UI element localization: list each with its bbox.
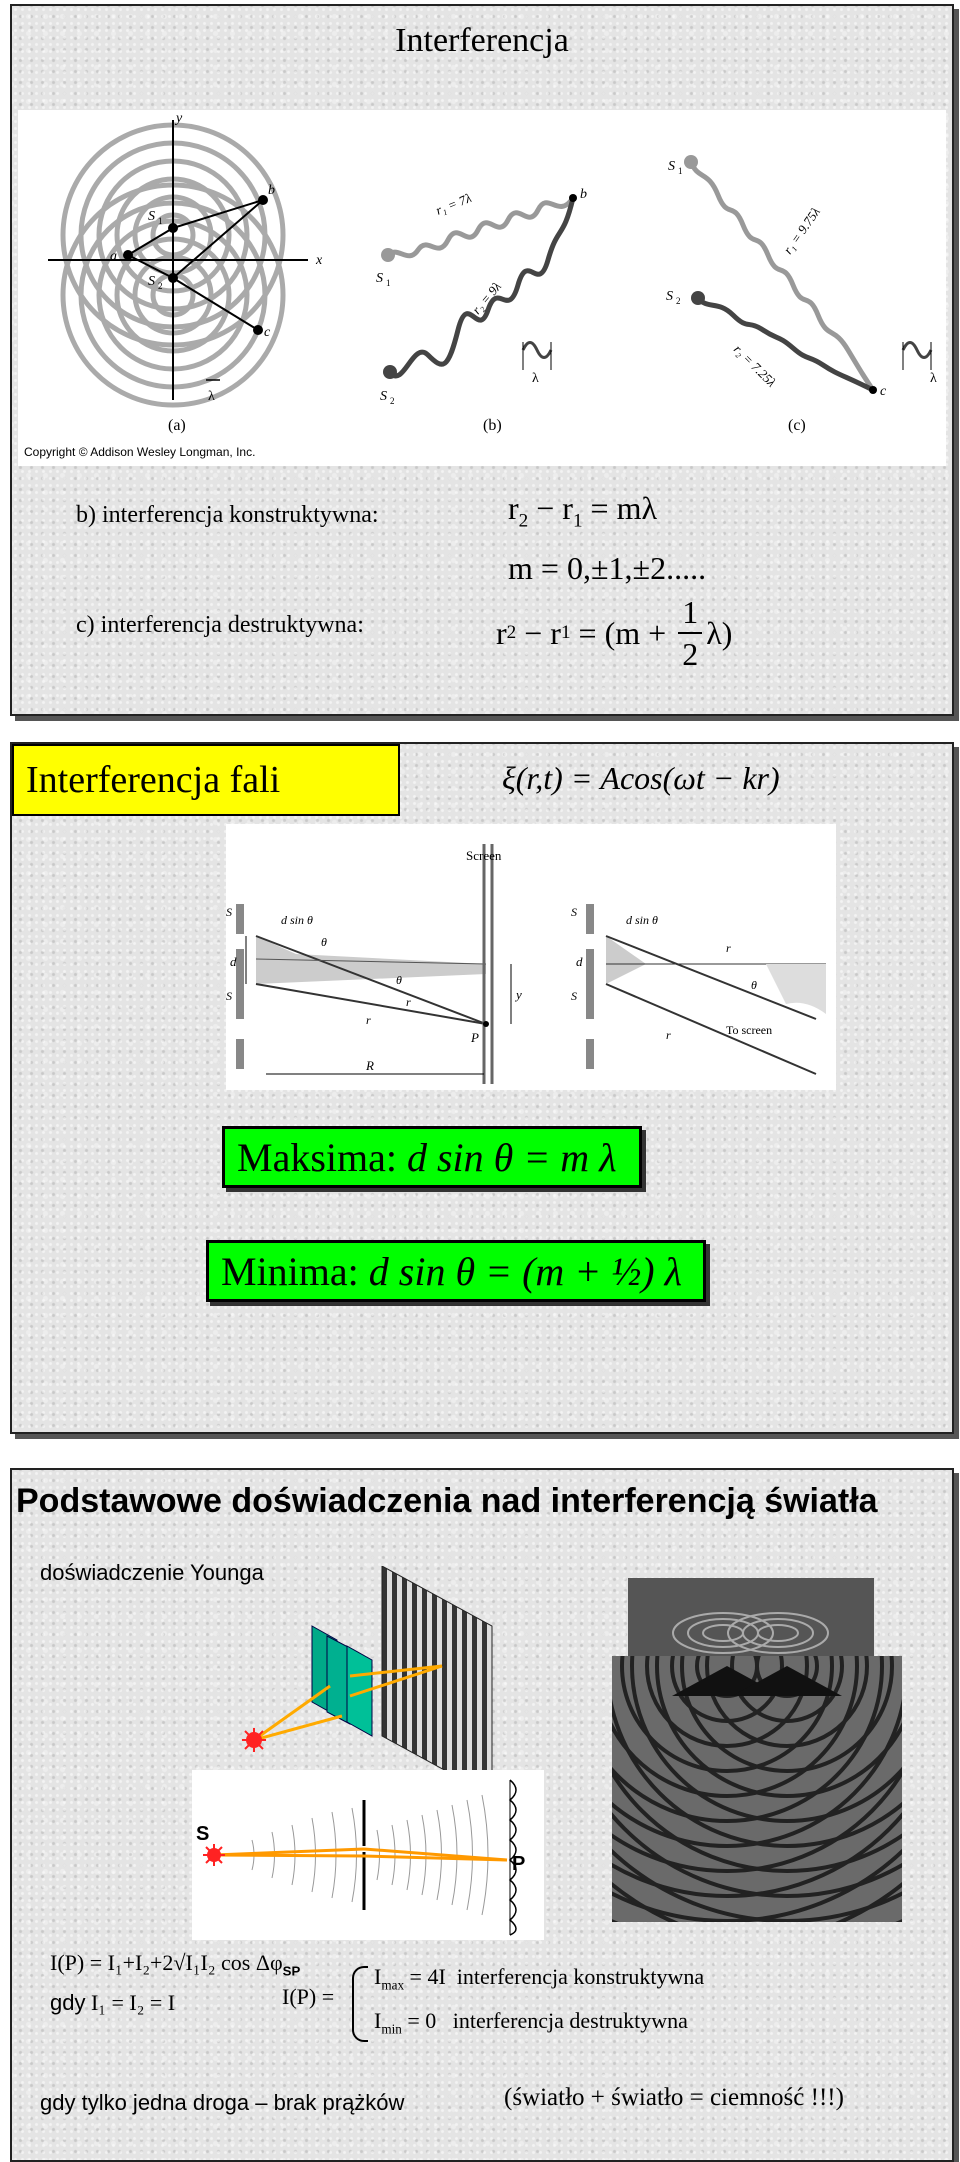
fig-y: y (516, 987, 522, 1002)
slide-podstawowe-doswiadczenia (10, 1468, 954, 2162)
destructive-equation (496, 596, 732, 670)
fraction-denominator: 2 (682, 636, 699, 672)
fig-r2-left: r (406, 995, 411, 1009)
condition-line (50, 1990, 175, 2016)
fig-a-x: x (316, 253, 323, 268)
minima-formula: d sin θ = (m + ½) λ (368, 1248, 682, 1294)
fig-b-s1-sub: 1 (386, 278, 391, 288)
destructive-fraction (678, 596, 702, 670)
imin-line (374, 2008, 688, 2037)
maxima-formula: d sin θ = m λ (406, 1134, 617, 1180)
constructive-equation (508, 490, 657, 532)
fig-screen: Screen (466, 848, 502, 863)
constructive-r2-sub: 2 (518, 510, 529, 532)
imin-symbol: I (374, 2008, 382, 2033)
constructive-mid: − r (528, 490, 573, 526)
imax-line (374, 1964, 704, 1993)
destructive-label: c) interferencja destruktywna: (76, 612, 364, 638)
fig-b-r2: r₂ = 9λ (468, 278, 505, 317)
destructive-r2: r (496, 614, 507, 651)
constructive-r2: r (508, 490, 519, 526)
imin-sub: min (381, 2021, 402, 2037)
fig-b-s2: S (380, 389, 387, 404)
fig-r-distance: R (366, 1058, 374, 1073)
fig-r2-right: r (726, 941, 731, 955)
intensity-eq-sub: SP (282, 1963, 301, 1979)
intensity-equation (50, 1950, 300, 1978)
interference-figure (18, 110, 946, 466)
fig-s1-right: S (571, 989, 577, 1003)
fig-d-left: d (230, 954, 237, 969)
fig-a-s1: S (148, 209, 155, 224)
fig-a-label: (a) (168, 417, 186, 434)
imax-symbol: I (374, 1964, 382, 1989)
double-slit-figure (226, 824, 836, 1090)
maxima-word: Maksima: (237, 1134, 397, 1180)
destructive-close: λ) (706, 614, 733, 651)
light-source-icon (242, 1728, 266, 1752)
destructive-open: = (m + (570, 614, 675, 651)
imin-text: interferencja destruktywna (452, 2008, 688, 2033)
intensity-eq-main: I(P) = I₁+I₂+2√I₁I₂ cos Δφ (50, 1950, 283, 1975)
ripple-photo-interference (612, 1656, 902, 1922)
minima-box (206, 1240, 706, 1302)
fig-c-c: c (880, 384, 887, 399)
slide-interferencja-fali (10, 742, 954, 1434)
m-values: m = 0,±1,±2..... (508, 550, 707, 586)
fig-c-lambda: λ (930, 371, 937, 386)
source-star-icon (203, 1844, 225, 1866)
fig-b-s1: S (376, 271, 383, 286)
fig-dsin-left: d sin θ (281, 913, 313, 927)
fig-c-r2: r₂ = 7.25λ (730, 341, 780, 390)
fig-a-lambda: λ (208, 389, 215, 404)
imax-text: interferencja konstruktywna (456, 1964, 705, 1989)
light-note: (światło + światło = ciemność !!!) (504, 2084, 844, 2111)
young-label: doświadczenie Younga (40, 1560, 264, 1585)
fig-b-b: b (580, 187, 587, 202)
fig-a-b: b (268, 183, 275, 198)
fig-s2-left: S (226, 905, 232, 919)
fig-b-lambda: λ (532, 371, 539, 386)
fig-s1-left: S (226, 989, 232, 1003)
fig-b-r1: r₁ = 7λ (433, 190, 474, 218)
imax-val: = 4I (404, 1964, 446, 1989)
fig-c-s1: S (668, 159, 675, 174)
destructive-mid: − r (516, 614, 561, 651)
slide-interferencja (10, 4, 954, 716)
destructive-r1-sub: 1 (560, 622, 571, 643)
fig-a-c: c (264, 325, 271, 340)
condition-prefix: gdy (50, 1990, 86, 2015)
single-path-note: gdy tylko jedna droga – brak prążków (40, 2090, 405, 2115)
slide-title: Interferencja fali (12, 744, 400, 816)
fig-dsin-right: d sin θ (626, 913, 658, 927)
fig-r1-left: r (366, 1013, 371, 1027)
fig-a-a: a (110, 249, 117, 264)
ripple-interference-svg (612, 1656, 902, 1922)
ip-label: I(P) = (282, 1984, 335, 2009)
fig-theta-right: θ (751, 978, 757, 992)
imax-sub: max (381, 1977, 405, 1993)
fig-a-y: y (176, 111, 183, 126)
fig-theta-mid: θ (396, 973, 402, 987)
constructive-r1-sub: 1 (572, 510, 583, 532)
fig-a-s2: S (148, 274, 155, 289)
fig-a-s1-sub: 1 (158, 216, 163, 226)
slide-title: Podstawowe doświadczenia nad interferencją światła (16, 1482, 878, 1520)
minima-word: Minima: (221, 1248, 359, 1294)
fig-s-label: S (196, 1823, 210, 1845)
fig-c-r1: r₁ = 9.75λ (780, 204, 823, 257)
interference-figure-svg (18, 110, 946, 466)
fig-c-s1-sub: 1 (678, 166, 683, 176)
fig-d-right: d (576, 954, 583, 969)
fig-a-s2-sub: 2 (158, 281, 163, 291)
young-2d-diagram (192, 1770, 544, 1940)
fig-b-waves (381, 194, 577, 379)
fig-c-label: (c) (788, 417, 806, 434)
copyright-text: Copyright © Addison Wesley Longman, Inc. (24, 445, 256, 459)
destructive-r2-sub: 2 (506, 622, 517, 643)
condition-eq: I₁ = I₂ = I (90, 1990, 176, 2015)
fig-p-label: P (512, 1853, 526, 1875)
fig-b-s2-sub: 2 (390, 396, 395, 406)
maxima-box (222, 1126, 642, 1188)
fraction-numerator: 1 (678, 596, 702, 634)
constructive-label: b) interferencja konstruktywna: (76, 502, 379, 528)
slide-title: Interferencja (395, 22, 569, 59)
fig-p: P (471, 1030, 479, 1045)
fig-theta-left: θ (321, 935, 327, 949)
double-slit-svg (226, 824, 836, 1090)
fig-to-screen: To screen (726, 1023, 773, 1037)
fig-r1-right: r (666, 1028, 671, 1042)
fig-c-waves (684, 155, 931, 394)
fig-c-s2-sub: 2 (676, 296, 681, 306)
fig-c-s2: S (666, 289, 673, 304)
wave-equation: ξ(r,t) = Acos(ωt − kr) (502, 760, 780, 796)
brace-icon (352, 1966, 368, 2042)
fig-a-rings (48, 120, 308, 405)
constructive-end: = mλ (582, 490, 657, 526)
imin-val: = 0 (401, 2008, 437, 2033)
fig-s2-right: S (571, 905, 577, 919)
young-2d-svg (192, 1770, 544, 1940)
fig-b-label: (b) (483, 417, 502, 434)
